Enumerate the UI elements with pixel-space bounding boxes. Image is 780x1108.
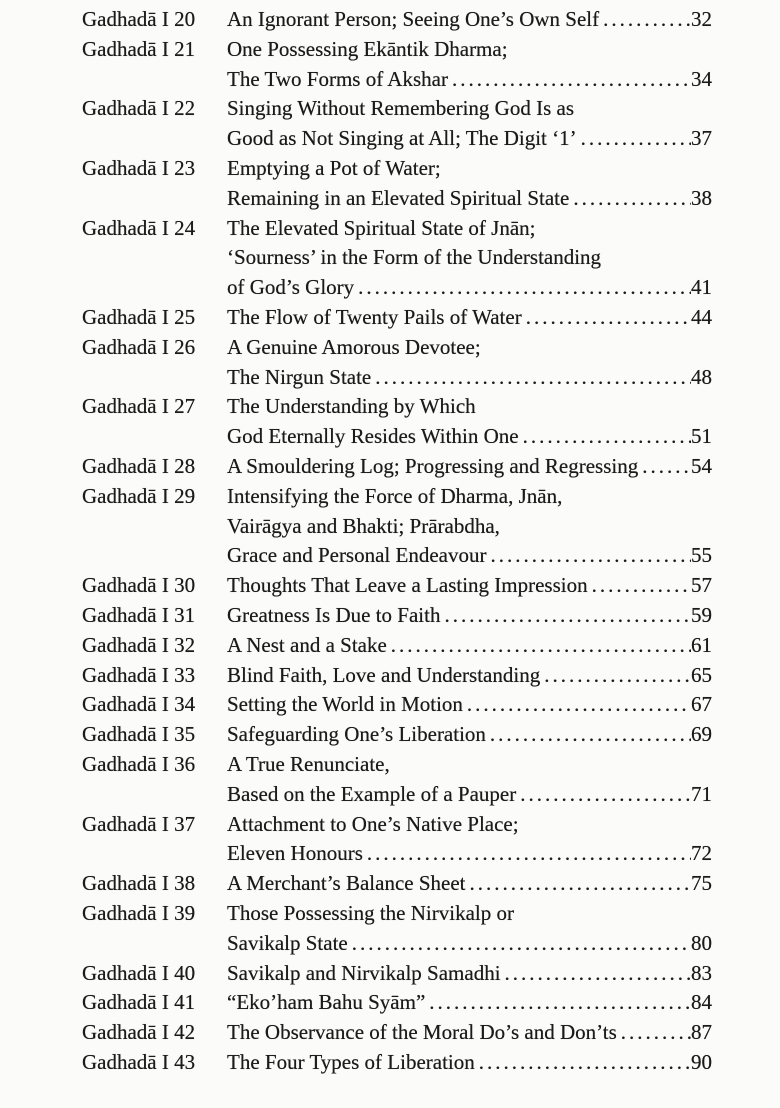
toc-entry-label: Gadhadā I 35	[82, 722, 196, 747]
toc-row	[82, 37, 712, 67]
toc-row	[82, 573, 712, 603]
toc-entry-line	[227, 871, 712, 896]
toc-row	[82, 305, 712, 335]
toc-row	[82, 752, 712, 782]
toc-entry-title: Eleven Honours	[227, 841, 363, 866]
toc-entry-title: The Flow of Twenty Pails of Water	[227, 304, 522, 329]
toc-entry-label: Gadhadā I 38	[82, 871, 196, 896]
toc-dot-leader	[520, 782, 691, 807]
toc-entry-label: Gadhadā I 36	[82, 751, 196, 776]
toc-entry-label: Gadhadā I 41	[82, 990, 196, 1015]
toc-entry-title: The Nirgun State	[227, 364, 372, 389]
toc-page-number: 69	[691, 722, 712, 747]
toc-entry-line	[227, 901, 712, 926]
toc-entry-line	[227, 245, 712, 270]
toc-entry-title: Grace and Personal Endeavour	[227, 543, 487, 568]
toc-entry-label: Gadhadā I 30	[82, 573, 196, 598]
toc-entry-line	[227, 67, 712, 92]
toc-page-number: 83	[691, 960, 712, 985]
toc-page-number: 87	[691, 1020, 712, 1045]
toc-row	[82, 543, 712, 573]
toc-page-number: 48	[691, 364, 712, 389]
toc-page-number: 71	[691, 781, 712, 806]
toc-entry-label: Gadhadā I 43	[82, 1049, 196, 1074]
toc-page-number: 54	[691, 453, 712, 478]
toc-entry-label: Gadhadā I 26	[82, 334, 196, 359]
toc-dot-leader	[592, 573, 691, 598]
toc-row	[82, 275, 712, 305]
toc-entry-line	[227, 365, 712, 390]
toc-entry-title: Setting the World in Motion	[227, 692, 463, 717]
toc-entry-line	[227, 275, 712, 300]
toc-page-number: 41	[691, 275, 712, 300]
toc-row	[82, 156, 712, 186]
toc-page-number: 84	[691, 990, 712, 1015]
toc-entry-title: The Observance of the Moral Do’s and Don’ts	[227, 1020, 617, 1045]
toc-entry-title: “Eko’ham Bahu Syām”	[227, 990, 426, 1015]
toc-dot-leader	[642, 454, 691, 479]
toc-entry-label: Gadhadā I 25	[82, 304, 196, 329]
toc-row	[82, 692, 712, 722]
toc-entry-line	[227, 1020, 712, 1045]
toc-entry-line	[227, 454, 712, 479]
toc-dot-leader	[358, 275, 691, 300]
toc-row	[82, 394, 712, 424]
toc-dot-leader	[352, 931, 691, 956]
toc-entry-title: Those Possessing the Nirvikalp or	[227, 900, 514, 925]
toc-entry-line	[227, 156, 712, 181]
toc-dot-leader	[544, 663, 691, 688]
toc-dot-leader	[581, 126, 691, 151]
toc-row	[82, 335, 712, 365]
toc-page-number: 57	[691, 573, 712, 598]
toc-entry-title: Thoughts That Leave a Lasting Impression	[227, 573, 588, 598]
toc-page-number: 80	[691, 930, 712, 955]
toc-row	[82, 961, 712, 991]
toc-row	[82, 454, 712, 484]
toc-entry-line	[227, 752, 712, 777]
toc-entry-title: Vairāgya and Bhakti; Prārabdha,	[227, 513, 500, 538]
toc-row	[82, 186, 712, 216]
toc-entry-label: Gadhadā I 33	[82, 662, 196, 687]
toc-entry-title: The Understanding by Which	[227, 394, 476, 419]
toc-row	[82, 782, 712, 812]
toc-row	[82, 901, 712, 931]
toc-entry-line	[227, 1050, 712, 1075]
toc-entry-line	[227, 812, 712, 837]
toc-entry-label: Gadhadā I 31	[82, 602, 196, 627]
toc-entry-line	[227, 305, 712, 330]
toc-page-number: 37	[691, 126, 712, 151]
toc-entry-line	[227, 216, 712, 241]
toc-row	[82, 96, 712, 126]
toc-entry-label: Gadhadā I 34	[82, 692, 196, 717]
toc-row	[82, 484, 712, 514]
toc-entry-title: Savikalp and Nirvikalp Samadhi	[227, 960, 501, 985]
toc-dot-leader	[391, 633, 691, 658]
toc-row	[82, 722, 712, 752]
toc-page-number: 32	[691, 7, 712, 31]
toc-entry-title: Blind Faith, Love and Understanding	[227, 662, 541, 687]
toc-entry-title: A True Renunciate,	[227, 751, 390, 776]
toc-entry-label: Gadhadā I 20	[82, 7, 196, 31]
toc-row	[82, 871, 712, 901]
toc-row	[82, 126, 712, 156]
toc-entry-label: Gadhadā I 37	[82, 811, 196, 836]
toc-entry-title: God Eternally Resides Within One	[227, 424, 519, 449]
toc-entry-title: The Elevated Spiritual State of Jnān;	[227, 215, 536, 240]
toc-dot-leader	[603, 7, 691, 32]
toc-entry-title: A Genuine Amorous Devotee;	[227, 334, 481, 359]
toc-page-number: 59	[691, 602, 712, 627]
toc-entry-title: Remaining in an Elevated Spiritual State	[227, 185, 570, 210]
toc-page-number: 90	[691, 1049, 712, 1074]
toc-page-number: 75	[691, 871, 712, 896]
toc-page-number: 72	[691, 841, 712, 866]
toc-entry-title: Intensifying the Force of Dharma, Jnān,	[227, 483, 563, 508]
toc-row	[82, 7, 712, 37]
toc-row	[82, 931, 712, 961]
toc-entry-title: A Merchant’s Balance Sheet	[227, 871, 466, 896]
toc-entry-title: One Possessing Ekāntik Dharma;	[227, 36, 508, 61]
toc-dot-leader	[621, 1020, 691, 1045]
toc-entry-line	[227, 663, 712, 688]
toc-dot-leader	[375, 365, 691, 390]
toc-entry-line	[227, 7, 712, 32]
toc-entry-line	[227, 961, 712, 986]
toc-entry-title: Based on the Example of a Pauper	[227, 781, 517, 806]
toc-entry-label: Gadhadā I 39	[82, 900, 196, 925]
toc-dot-leader	[470, 871, 691, 896]
toc-entry-title: Greatness Is Due to Faith	[227, 602, 441, 627]
toc-entry-line	[227, 722, 712, 747]
toc-dot-leader	[467, 692, 691, 717]
toc-row	[82, 245, 712, 275]
toc-entry-label: Gadhadā I 27	[82, 394, 196, 419]
toc-entry-line	[227, 126, 712, 151]
toc-entry-label: Gadhadā I 28	[82, 453, 196, 478]
toc-row	[82, 1050, 712, 1080]
toc-list	[82, 7, 712, 1080]
toc-page-number: 38	[691, 185, 712, 210]
toc-page-number: 65	[691, 662, 712, 687]
toc-entry-title: A Smouldering Log; Progressing and Regressing	[227, 453, 639, 478]
toc-entry-title: of God’s Glory	[227, 275, 355, 300]
toc-page-number: 61	[691, 632, 712, 657]
toc-page-number: 34	[691, 66, 712, 91]
toc-row	[82, 67, 712, 97]
toc-row	[82, 424, 712, 454]
toc-dot-leader	[523, 424, 691, 449]
toc-page-number: 67	[691, 692, 712, 717]
toc-entry-title: A Nest and a Stake	[227, 632, 387, 657]
toc-dot-leader	[490, 722, 691, 747]
toc-entry-line	[227, 931, 712, 956]
toc-dot-leader	[526, 305, 691, 330]
toc-entry-line	[227, 543, 712, 568]
toc-entry-line	[227, 573, 712, 598]
toc-entry-line	[227, 394, 712, 419]
toc-entry-title: The Four Types of Liberation	[227, 1049, 475, 1074]
toc-entry-line	[227, 514, 712, 539]
toc-dot-leader	[505, 961, 691, 986]
toc-row	[82, 603, 712, 633]
toc-entry-line	[227, 990, 712, 1015]
toc-entry-line	[227, 484, 712, 509]
toc-entry-line	[227, 782, 712, 807]
toc-row	[82, 216, 712, 246]
toc-dot-leader	[444, 603, 691, 628]
toc-entry-label: Gadhadā I 22	[82, 96, 196, 121]
toc-row	[82, 663, 712, 693]
toc-entry-line	[227, 633, 712, 658]
toc-entry-line	[227, 186, 712, 211]
toc-entry-title: ‘Sourness’ in the Form of the Understanding	[227, 245, 602, 270]
toc-entry-line	[227, 603, 712, 628]
toc-page-number: 51	[691, 424, 712, 449]
toc-entry-line	[227, 96, 712, 121]
toc-dot-leader	[479, 1050, 691, 1075]
toc-row	[82, 1020, 712, 1050]
toc-entry-label: Gadhadā I 32	[82, 632, 196, 657]
toc-page-number: 55	[691, 543, 712, 568]
toc-entry-title: An Ignorant Person; Seeing One’s Own Self	[227, 7, 600, 31]
toc-row	[82, 365, 712, 395]
toc-entry-label: Gadhadā I 24	[82, 215, 196, 240]
toc-row	[82, 812, 712, 842]
toc-row	[82, 841, 712, 871]
toc-page-number: 44	[691, 304, 712, 329]
toc-dot-leader	[490, 543, 691, 568]
toc-entry-title: Attachment to One’s Native Place;	[227, 811, 519, 836]
toc-entry-label: Gadhadā I 40	[82, 960, 196, 985]
toc-entry-title: Safeguarding One’s Liberation	[227, 722, 486, 747]
toc-entry-line	[227, 37, 712, 62]
toc-entry-title: The Two Forms of Akshar	[227, 66, 448, 91]
toc-dot-leader	[367, 841, 691, 866]
toc-entry-title: Singing Without Remembering God Is as	[227, 96, 574, 121]
toc-entry-line	[227, 841, 712, 866]
toc-dot-leader	[452, 67, 691, 92]
toc-row	[82, 514, 712, 544]
toc-dot-leader	[429, 990, 691, 1015]
toc-row	[82, 633, 712, 663]
toc-entry-title: Savikalp State	[227, 930, 348, 955]
toc-entry-label: Gadhadā I 21	[82, 36, 196, 61]
toc-entry-title: Emptying a Pot of Water;	[227, 155, 441, 180]
toc-entry-title: Good as Not Singing at All; The Digit ‘1’	[227, 126, 577, 151]
toc-entry-label: Gadhadā I 23	[82, 155, 196, 180]
toc-entry-label: Gadhadā I 29	[82, 483, 196, 508]
toc-row	[82, 990, 712, 1020]
toc-dot-leader	[573, 186, 691, 211]
toc-entry-line	[227, 692, 712, 717]
toc-entry-label: Gadhadā I 42	[82, 1020, 196, 1045]
toc-entry-line	[227, 424, 712, 449]
toc-entry-line	[227, 335, 712, 360]
